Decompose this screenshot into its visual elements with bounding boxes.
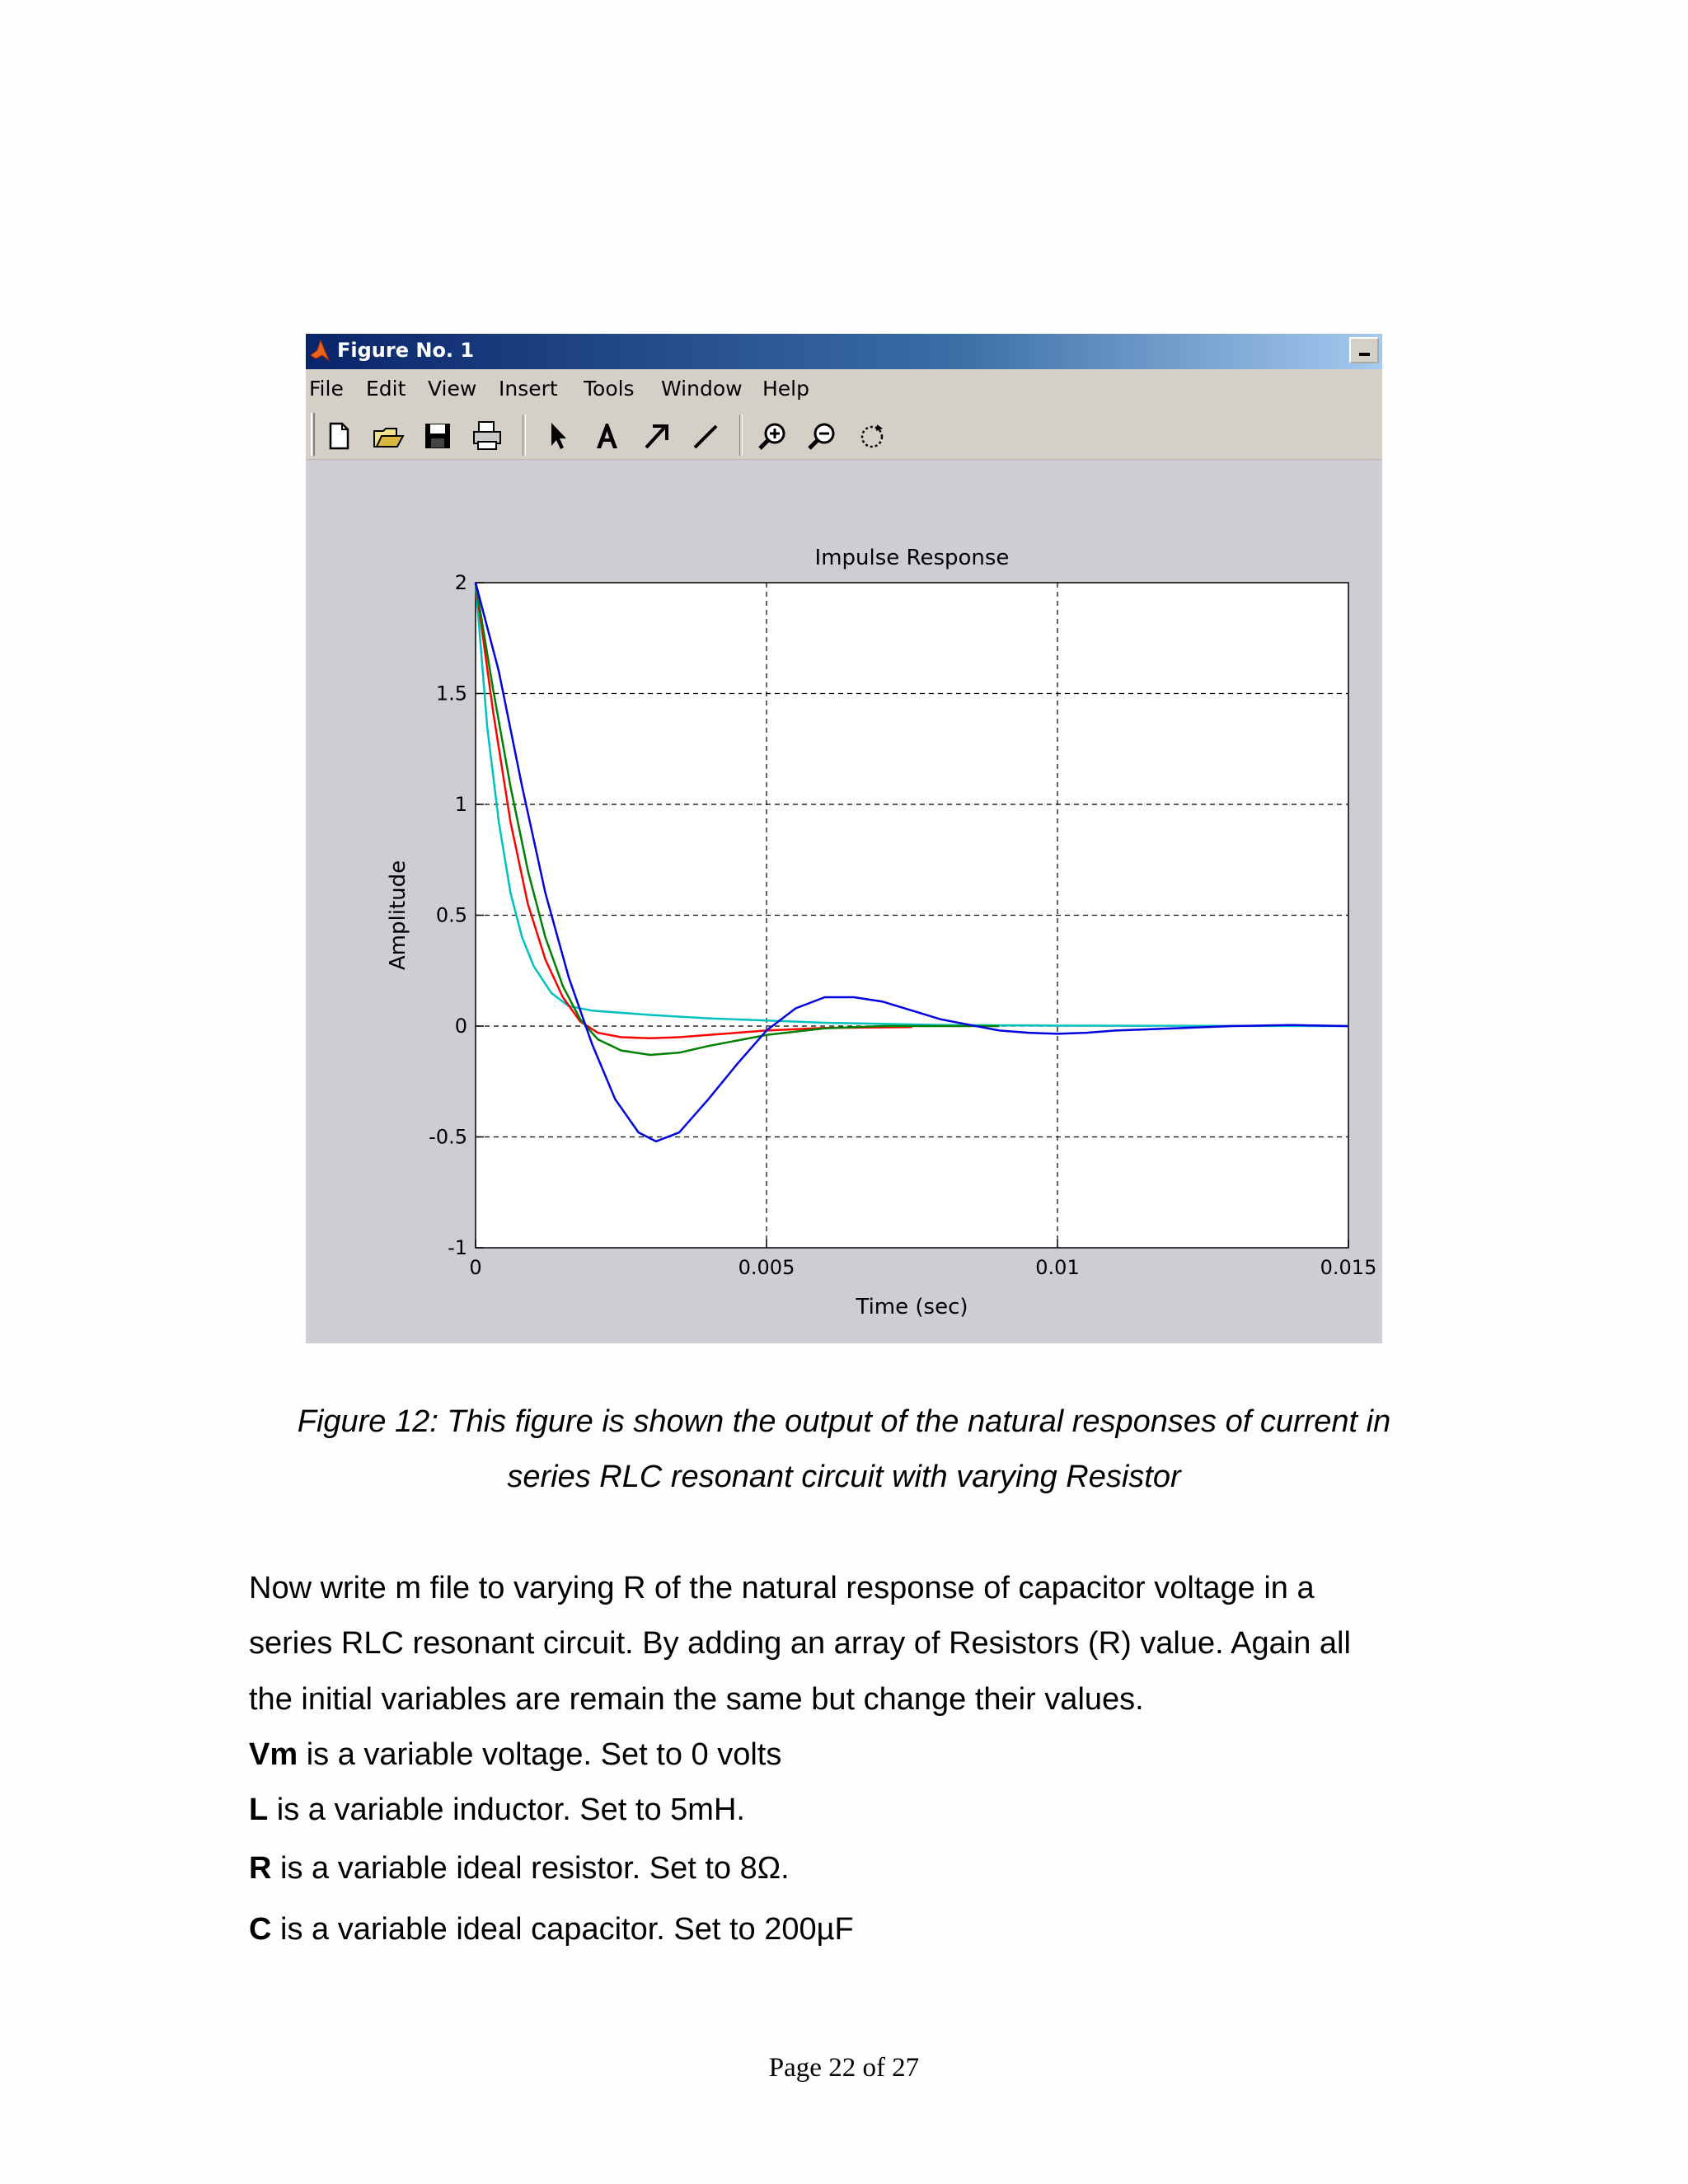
open-folder-icon[interactable] (372, 419, 405, 452)
page-number: Page 22 of 27 (768, 2053, 920, 2083)
l-description: is a variable inductor. Set to 5mH. (268, 1793, 745, 1827)
x-tick-label: 0.015 (1320, 1256, 1377, 1279)
line-tool-icon[interactable] (689, 419, 722, 452)
toolbar-grip[interactable] (311, 413, 315, 456)
menu-tools[interactable]: Tools (584, 377, 635, 401)
window-titlebar[interactable] (306, 334, 1382, 369)
text-tool-icon[interactable] (590, 419, 623, 452)
c-term: C (249, 1912, 272, 1947)
zoom-in-icon[interactable] (757, 419, 790, 452)
menu-help[interactable]: Help (762, 377, 809, 401)
vm-definition (249, 1737, 781, 1773)
y-tick-label: 0 (454, 1015, 467, 1038)
l-definition (249, 1793, 745, 1828)
matlab-logo-icon (309, 339, 331, 363)
new-file-icon[interactable] (322, 419, 355, 452)
r-term: R (249, 1851, 272, 1886)
c-definition (249, 1912, 854, 1947)
x-tick-label: 0.005 (738, 1256, 795, 1279)
menu-insert[interactable]: Insert (499, 377, 558, 401)
paragraph-line2: series RLC resonant circuit. By adding an array of Resistors (R) value. Again all (249, 1626, 1351, 1661)
print-icon[interactable] (471, 419, 504, 452)
l-term: L (249, 1793, 269, 1827)
impulse-response-chart (306, 511, 1382, 1335)
arrow-tool-icon[interactable] (640, 419, 673, 452)
vm-description: is a variable voltage. Set to 0 volts (298, 1737, 782, 1772)
r-definition (249, 1851, 790, 1886)
x-tick-label: 0 (469, 1256, 482, 1279)
menu-file[interactable]: File (309, 377, 344, 401)
c-description: is a variable ideal capacitor. Set to 200µF (271, 1912, 854, 1947)
y-tick-label: 1.5 (435, 682, 467, 705)
x-tick-label: 0.01 (1035, 1256, 1080, 1279)
y-axis-label: Amplitude (386, 860, 410, 971)
y-tick-label: -0.5 (429, 1125, 467, 1149)
y-tick-label: 0.5 (435, 903, 467, 927)
minimize-button[interactable] (1349, 337, 1379, 363)
minimize-icon (1359, 353, 1370, 356)
menu-view[interactable]: View (428, 377, 477, 401)
vm-term: Vm (249, 1737, 298, 1772)
y-tick-label: 1 (454, 793, 467, 816)
paragraph-line3: the initial variables are remain the same but change their values. (249, 1682, 1144, 1717)
x-axis-label: Time (sec) (856, 1295, 968, 1319)
figure-toolbar (306, 408, 1382, 460)
pointer-arrow-icon[interactable] (542, 419, 574, 452)
menu-bar (306, 369, 1382, 405)
rotate-icon[interactable] (856, 419, 889, 452)
menu-edit[interactable]: Edit (366, 377, 406, 401)
y-tick-label: 2 (454, 571, 467, 594)
save-icon[interactable] (421, 419, 454, 452)
y-tick-label: -1 (448, 1236, 467, 1259)
zoom-out-icon[interactable] (806, 419, 839, 452)
toolbar-separator (523, 415, 526, 456)
figure-caption-line1: Figure 12: This figure is shown the output of the natural responses of current in (297, 1404, 1391, 1439)
figure-caption-line2: series RLC resonant circuit with varying Resistor (507, 1460, 1181, 1494)
r-description: is a variable ideal resistor. Set to 8Ω. (271, 1851, 790, 1886)
toolbar-separator (739, 415, 743, 456)
window-title: Figure No. 1 (337, 339, 475, 362)
chart-title: Impulse Response (814, 546, 1010, 570)
menu-window[interactable]: Window (661, 377, 743, 401)
paragraph-line1: Now write m file to varying R of the natural response of capacitor voltage in a (249, 1571, 1315, 1605)
